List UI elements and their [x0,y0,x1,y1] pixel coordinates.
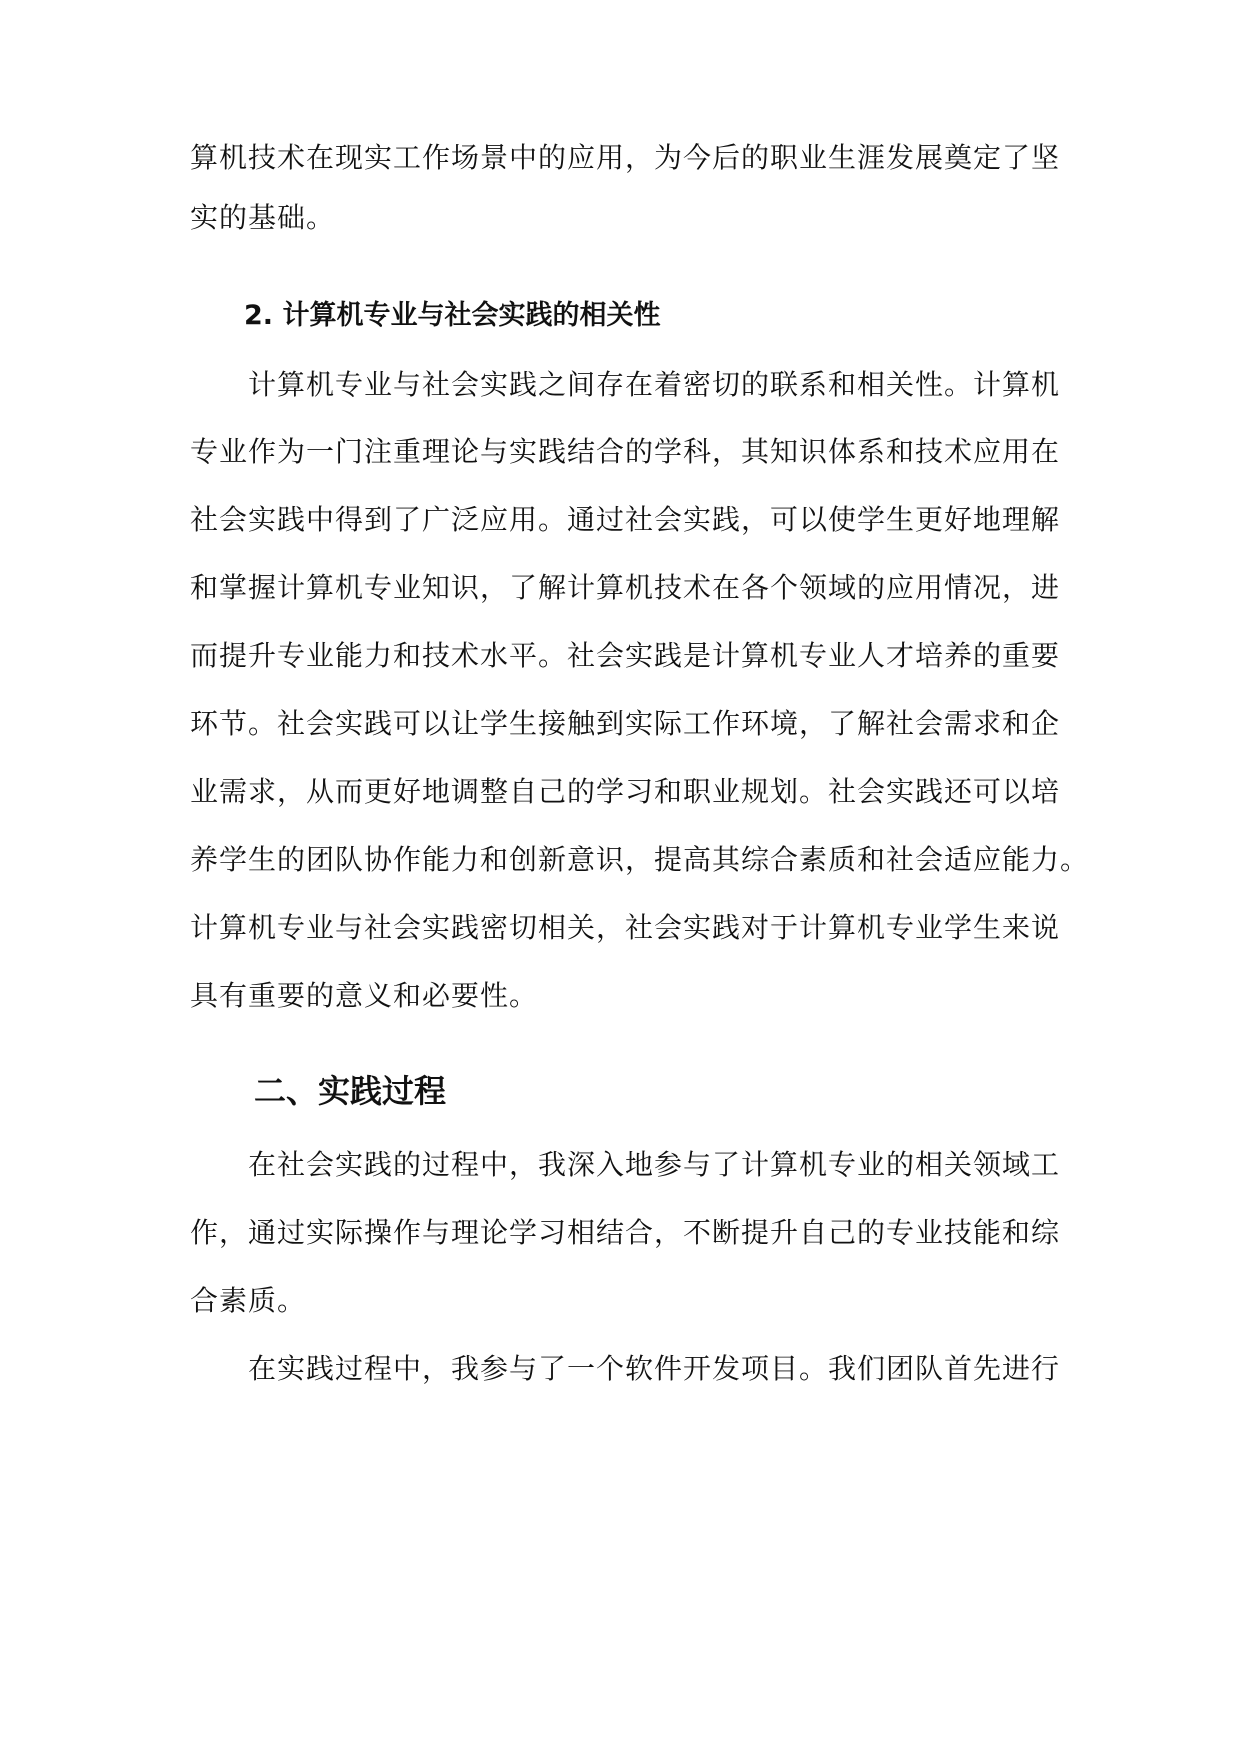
section-2-line-4: 和掌握计算机专业知识，了解计算机技术在各个领域的应用情况，进 [190,571,1061,604]
intro-line-1: 算机技术在现实工作场景中的应用，为今后的职业生涯发展奠定了坚 [190,141,1061,174]
section-2-line-8: 养学生的团队协作能力和创新意识，提高其综合素质和社会适应能力。 [190,843,1090,876]
chapter-para1-line-1: 在社会实践的过程中，我深入地参与了计算机专业的相关领域工 [248,1148,1061,1181]
section-2-line-7: 业需求，从而更好地调整自己的学习和职业规划。社会实践还可以培 [190,775,1061,808]
chapter-para2-line-1: 在实践过程中，我参与了一个软件开发项目。我们团队首先进行 [248,1352,1061,1385]
chapter-para1-line-3: 合素质。 [190,1284,307,1317]
section-2-line-6: 环节。社会实践可以让学生接触到实际工作环境，了解社会需求和企 [190,707,1061,740]
section-2-line-5: 而提升专业能力和技术水平。社会实践是计算机专业人才培养的重要 [190,639,1061,672]
section-2-line-10: 具有重要的意义和必要性。 [190,979,539,1012]
chapter-para1-line-2: 作，通过实际操作与理论学习相结合，不断提升自己的专业技能和综 [190,1216,1061,1249]
section-heading-2: 2. 计算机专业与社会实践的相关性 [244,300,661,331]
section-2-line-1: 计算机专业与社会实践之间存在着密切的联系和相关性。计算机 [248,368,1061,401]
intro-line-2: 实的基础。 [190,201,336,234]
section-2-line-9: 计算机专业与社会实践密切相关，社会实践对于计算机专业学生来说 [190,911,1061,944]
chapter-heading: 二、实践过程 [254,1072,447,1110]
section-2-line-3: 社会实践中得到了广泛应用。通过社会实践，可以使学生更好地理解 [190,503,1061,536]
section-2-line-2: 专业作为一门注重理论与实践结合的学科，其知识体系和技术应用在 [190,435,1061,468]
